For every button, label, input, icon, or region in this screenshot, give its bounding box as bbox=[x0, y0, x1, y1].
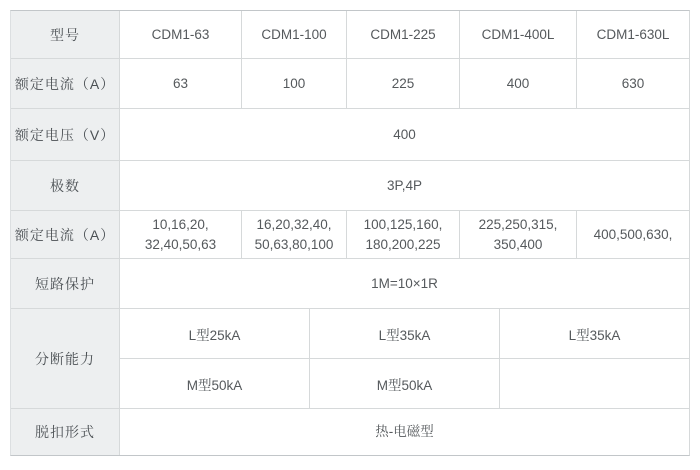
table-cell: CDM1-400L bbox=[459, 11, 576, 58]
table-cell: 400,500,630, bbox=[576, 211, 689, 258]
table-cell: 16,20,32,40, 50,63,80,100 bbox=[241, 211, 346, 258]
row-label-short-circuit: 短路保护 bbox=[11, 259, 119, 308]
row-trip-type-cells bbox=[119, 409, 689, 455]
breaking-capacity-grid bbox=[119, 309, 689, 408]
row-label-rated-current: 额定电流（A） bbox=[11, 59, 119, 108]
row-short-circuit-cells bbox=[119, 259, 689, 308]
table-cell: 400 bbox=[459, 59, 576, 108]
table-cell: L型35kA bbox=[309, 309, 499, 359]
table-cell: L型25kA bbox=[119, 309, 309, 359]
table-cell: 10,16,20, 32,40,50,63 bbox=[119, 211, 241, 258]
table-cell: CDM1-100 bbox=[241, 11, 346, 58]
table-cell: M型50kA bbox=[119, 359, 309, 409]
row-label-breaking-capacity: 分断能力 bbox=[11, 309, 119, 408]
row-current-range-cells bbox=[119, 211, 689, 258]
table-cell: L型35kA bbox=[499, 309, 689, 359]
row-poles bbox=[11, 161, 689, 211]
product-spec-table bbox=[10, 10, 690, 456]
row-label-trip-type: 脱扣形式 bbox=[11, 409, 119, 455]
table-cell-empty bbox=[499, 359, 689, 409]
row-label-current-range: 额定电流（A） bbox=[11, 211, 119, 258]
table-cell: 100 bbox=[241, 59, 346, 108]
table-cell: 100,125,160, 180,200,225 bbox=[346, 211, 459, 258]
row-label-model: 型号 bbox=[11, 11, 119, 58]
row-trip-type bbox=[11, 409, 689, 455]
row-model bbox=[11, 11, 689, 59]
row-rated-current-cells bbox=[119, 59, 689, 108]
table-cell: 225,250,315, 350,400 bbox=[459, 211, 576, 258]
table-cell: M型50kA bbox=[309, 359, 499, 409]
table-cell-merged: 1M=10×1R bbox=[119, 259, 689, 308]
row-rated-current bbox=[11, 59, 689, 109]
table-cell: CDM1-225 bbox=[346, 11, 459, 58]
table-cell-merged: 3P,4P bbox=[119, 161, 689, 210]
table-cell-merged: 热-电磁型 bbox=[119, 409, 689, 455]
table-cell: 630 bbox=[576, 59, 689, 108]
row-rated-voltage-cells bbox=[119, 109, 689, 160]
row-breaking-capacity bbox=[11, 309, 689, 409]
row-rated-voltage bbox=[11, 109, 689, 161]
row-current-range bbox=[11, 211, 689, 259]
row-label-rated-voltage: 额定电压（V） bbox=[11, 109, 119, 160]
row-model-cells bbox=[119, 11, 689, 58]
table-cell: 63 bbox=[119, 59, 241, 108]
table-cell: 225 bbox=[346, 59, 459, 108]
table-cell: CDM1-630L bbox=[576, 11, 689, 58]
row-label-poles: 极数 bbox=[11, 161, 119, 210]
row-short-circuit bbox=[11, 259, 689, 309]
row-poles-cells bbox=[119, 161, 689, 210]
table-cell-merged: 400 bbox=[119, 109, 689, 160]
table-cell: CDM1-63 bbox=[119, 11, 241, 58]
